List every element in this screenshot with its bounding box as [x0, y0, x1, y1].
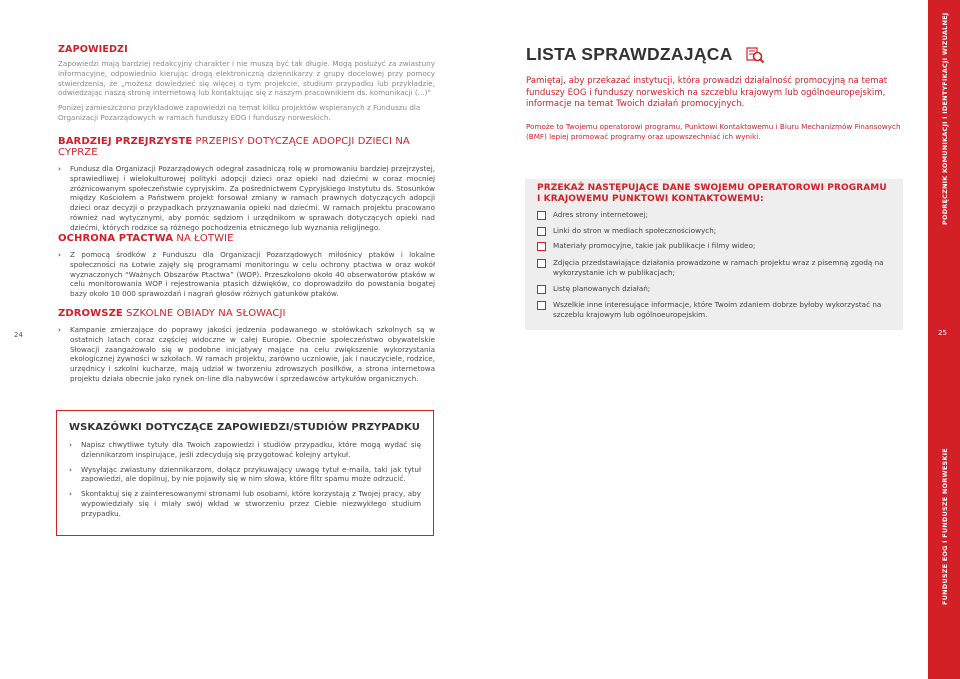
checkbox-icon[interactable] — [537, 242, 546, 251]
checkbox-icon[interactable] — [537, 285, 546, 294]
page-number-left: 24 — [14, 331, 23, 339]
intro-heading: ZAPOWIEDZI — [58, 44, 128, 55]
section-slovakia — [58, 308, 435, 387]
section-heading — [58, 308, 435, 319]
section-heading — [58, 136, 435, 158]
section-latvia — [58, 233, 435, 302]
section-text-body: Z pomocą środków z Funduszu dla Organizacji Pozarządowych miłośnicy ptaków i lokalne społeczności na Łotwie zajęły się programami monitoringu w celu ochrony ptactwa w oraz wokół wyznaczonych “Ważnych Obszarów Ptactwa” (WOP). Przeszkolono około 40 obserwatorów ptaków w celu monitorowania WOP i rejestrowania ptasich dźwięków, co doprowadziło do powstania bogatej bazy około 10 000 sprawozdań i nagrań głosów różnych gatunków ptaków. — [70, 250, 435, 299]
checklist-intro: Pamiętaj, aby przekazać instytucji, która prowadzi działalność promocyjną na temat funduszy EOG i funduszy norweskich na szczeblu krajowym lub ogólnoeuropejskim, informacje na temat Twoich działań promocyjnych. — [526, 76, 888, 110]
checklist-item-text: Materiały promocyjne, takie jak publikacje i filmy wideo; — [553, 241, 756, 250]
checklist-item-text: Wszelkie inne interesujące informacje, które Twoim zdaniem dobrze byłoby wykorzystać na szczeblu krajowym lub ogólnoeuropejskim. — [553, 300, 882, 319]
chevron-right-icon: › — [58, 325, 61, 334]
list-item-text: Wysyłając zwiastuny dziennikarzom, dołącz przykuwający uwagę tytuł e-maila, taki jak tytuł zapowiedzi, ale dopilnuj, by nie pojawiły się w nim słowa, które filtr spamu może odrzucić. — [81, 464, 421, 484]
list-item — [69, 465, 421, 485]
section-heading-light: SZKOLNE OBIADY NA SŁOWACJI — [122, 308, 286, 319]
checklist-item — [537, 300, 887, 320]
intro-text: Zapowiedzi mają bardziej redakcyjny charakter i nie muszą być tak długie. Mogą posłużyć za zwiastuny informacyjne, odpowiednio kierując drogą elektroniczną dziennikarzy z grupy docelowej przy pomocy stwierdzenia, że „możesz dowiedzieć się więcej o tym projekcie, studium przypadku lub przykładzie, odwiedzając naszą stronę internetową lub kontaktując się z naszym pracownikiem ds. komunikacji (...)” — [58, 59, 435, 98]
tips-list — [69, 440, 421, 522]
section-text-body: Fundusz dla Organizacji Pozarządowych odegrał zasadniczą rolę w promowaniu bardziej przejrzystej, sprawiedliwej i wielokulturowej polityki adopcji dzieci oraz opieki nad dziećmi w coraz mocniej zróżnicowanym społeczeństwie cypryjskim. Za pośrednictwem Cypryjskiego Instytutu ds. Stosunków między Kościołem a Państwem projekt forsował zmiany w ramach prawnych dotyczących adopcji dzieci oraz decyzji o przypadkach przyznawania opieki nad dziećmi. W ramach projektu pracowano również nad wytycznymi, aby pomóc sędziom i urzędnikom w sprawach dotyczących opieki nad dziećmi, których rodzice są różnego pochodzenia etnicznego lub wyznania religijnego. — [70, 164, 435, 232]
tips-box — [56, 410, 434, 536]
checklist-title-row — [526, 44, 906, 68]
checkbox-icon[interactable] — [537, 227, 546, 236]
chevron-right-icon: › — [69, 440, 72, 449]
list-item-text: Napisz chwytliwe tytuły dla Twoich zapowiedzi i studiów przypadku, które mogą wydać się dziennikarzom inspirujące, jeśli zdecydują się przygotować kolejny artykuł. — [81, 440, 421, 459]
section-text-body: Kampanie zmierzające do poprawy jakości jedzenia podawanego w stołówkach szkolnych są w ostatnich latach coraz częściej widoczne w całej Europie. Obecnie społeczeństwo obywatelskie Słowacji zaangażowało się w podobne inicjatywy mające na celu zwiększenie wykorzystania ekologicznej żywności w szkołach. W ramach projektu, zarówno uczniowie, jak i nauczyciele, rodzice, urzędnicy i szkolni kucharze, mają udział w tworzeniu zdrowszych posiłków, a strona internetowa projektu działa obecnie jako rynek on-line dla nabywców i sprzedawców artykułów organicznych. — [70, 325, 435, 383]
chevron-right-icon: › — [58, 250, 61, 259]
magnifier-checklist-icon — [745, 45, 765, 65]
side-tab-top-label: PODRĘCZNIK KOMUNIKACJI I IDENTYFIKACJI WIZUALNEJ — [941, 12, 949, 225]
list-item — [69, 489, 421, 518]
checklist-panel — [525, 179, 903, 330]
tips-heading: WSKAZÓWKI DOTYCZĄCE ZAPOWIEDZI/STUDIÓW PRZYPADKU — [69, 422, 420, 433]
side-tab-bottom-label: FUNDUSZE EOG I FUNDUSZE NORWESKIE — [941, 448, 949, 605]
checklist-item — [537, 241, 887, 251]
section-heading-bold: ZDROWSZE — [58, 308, 123, 319]
panel-heading: PRZEKAŻ NASTĘPUJĄCE DANE SWOJEMU OPERATOROWI PROGRAMU I KRAJOWEMU PUNKTOWI KONTAKTOWEMU: — [537, 183, 887, 204]
chevron-right-icon: › — [69, 489, 72, 499]
section-heading-bold: OCHRONA PTACTWA — [58, 233, 174, 244]
checklist-item-text: Adres strony internetowej; — [553, 210, 648, 219]
section-heading-light: PRZEPISY DOTYCZĄCE ADOPCJI DZIECI NA CYPRZE — [58, 136, 410, 158]
checkbox-icon[interactable] — [537, 301, 546, 310]
section-text — [58, 250, 435, 299]
checklist-item-text: Zdjęcia przedstawiające działania prowadzone w ramach projektu wraz z pisemną zgodą na wykorzystanie ich w publikacjach; — [553, 258, 884, 277]
section-cyprus — [58, 136, 435, 236]
section-heading — [58, 233, 435, 244]
list-item-text: Skontaktuj się z zainteresowanymi stronami lub osobami, które korzystają z Twojej pracy, aby wypowiedziały się i miały swój wkład w stworzeniu przez Ciebie niezwykłego studium przypadku. — [81, 489, 421, 518]
section-heading-bold: BARDZIEJ PRZEJRZYSTE — [58, 136, 193, 147]
chevron-right-icon: › — [58, 164, 61, 173]
checkbox-icon[interactable] — [537, 259, 546, 268]
checklist-note: Pomoże to Twojemu operatorowi programu, Punktowi Kontaktowemu i Biuru Mechanizmów Finansowych (BMF) lepiej promować programy oraz upowszechniać ich wyniki. — [526, 122, 901, 141]
checklist-item-text: Listę planowanych działań; — [553, 284, 651, 293]
list-item — [69, 440, 421, 460]
checklist-item — [537, 210, 887, 220]
checklist-item — [537, 284, 887, 294]
chevron-right-icon: › — [69, 464, 72, 474]
section-heading-light: NA ŁOTWIE — [173, 233, 234, 244]
section-text — [58, 325, 435, 384]
page-number-right: 25 — [938, 329, 947, 337]
checklist-item — [537, 226, 887, 236]
section-text — [58, 164, 435, 233]
intro-block — [58, 44, 435, 123]
checkbox-icon[interactable] — [537, 211, 546, 220]
checklist-item-text: Linki do stron w mediach społecznościowych; — [553, 226, 717, 235]
intro-note: Poniżej zamieszczono przykładowe zapowiedzi na temat kilku projektów wspieranych z Funduszu dla Organizacji Pozarządowych w ramach funduszy EOG i funduszy norweskich. — [58, 103, 421, 122]
checklist-title: LISTA SPRAWDZAJĄCA — [526, 44, 733, 64]
checklist-item — [537, 258, 887, 278]
